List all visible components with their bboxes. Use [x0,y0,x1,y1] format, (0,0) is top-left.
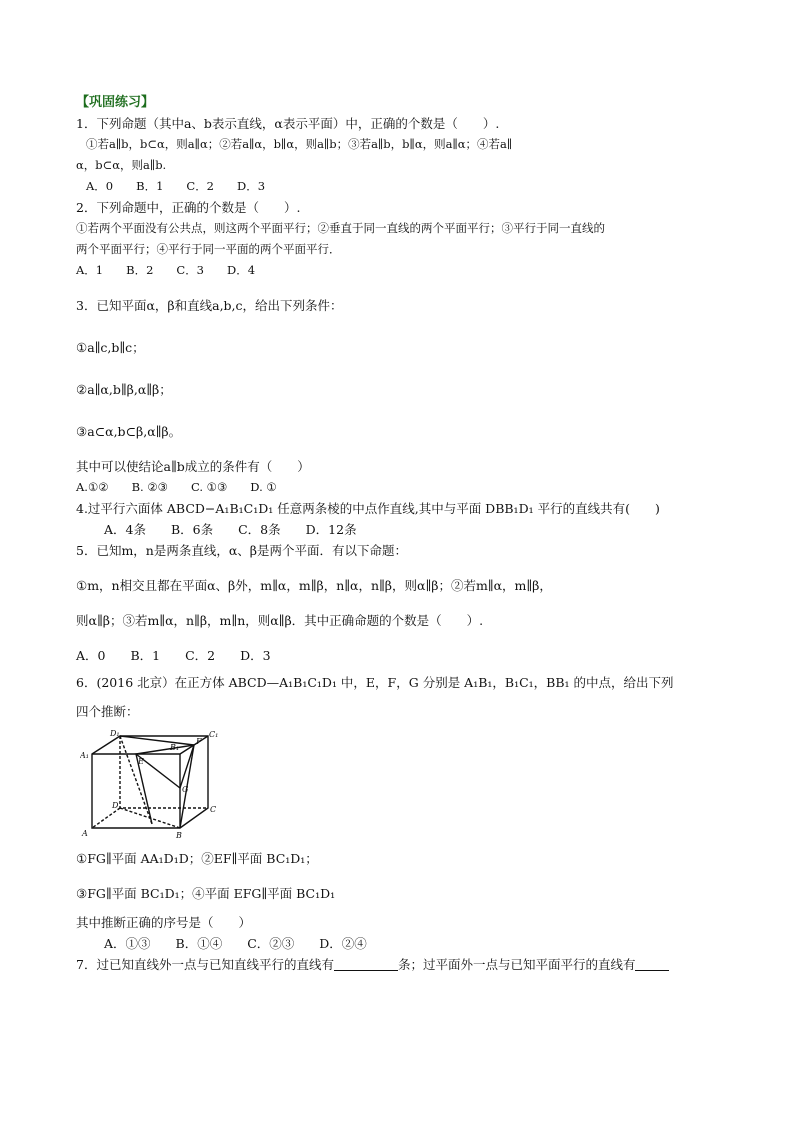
label-f: F [196,737,202,746]
q7-blank-1[interactable] [334,956,398,971]
q2-body-line2: 两个平面平行；④平行于同一平面的两个平面平行． [76,242,341,256]
q6-options: A．①③ B．①④ C．②③ D．②④ [104,936,367,951]
q3-stem: 3．已知平面α，β和直线a,b,c，给出下列条件： [76,298,343,313]
q2-stem: 2．下列命题中，正确的个数是（ ）. [76,200,301,215]
cube-hidden-edges [120,736,208,808]
cube-diagram [80,728,220,840]
label-c1: C₁ [209,730,219,739]
label-a: A [82,829,88,838]
label-c: C [210,805,217,814]
q6-stem: 6．(2016 北京）在正方体 ABCD—A₁B₁C₁D₁ 中，E，F，G 分别是 A₁B₁，B₁C₁，BB₁ 的中点，给出下列 [76,675,674,690]
q4-options: A．4条 B．6条 C．8条 D．12条 [104,522,357,537]
q3-question: 其中可以使结论a∥b成立的条件有（ ） [76,459,310,474]
q2-options: A．1 B．2 C．3 D．4 [76,263,256,277]
q3-condition-3: ③a⊂α,b⊂β,α∥β。 [76,424,182,439]
line-d1-b [120,736,152,824]
line-d-b [120,808,180,828]
q3-condition-1: ①a∥c,b∥c； [76,340,145,355]
q3-condition-2: ②a∥α,b∥β,α∥β； [76,382,172,397]
q6-stem-line2: 四个推断： [76,704,139,719]
triangle-efg [136,745,194,788]
cube-figure [80,728,726,844]
worksheet [76,92,726,975]
cube-hidden-edge-bottom [92,808,120,828]
label-a1: A₁ [80,751,89,760]
label-b1: B₁ [170,743,180,752]
q5-stem: 5．已知m，n是两条直线，α、β是两个平面．有以下命题： [76,543,408,558]
q1-body-line1: ①若a∥b，b⊂α，则a∥α；②若a∥α，b∥α，则a∥b；③若a∥b，b∥α，则a∥α；④若a∥ [86,137,513,151]
section-heading: 【巩固练习】 [76,95,155,110]
label-d: D [112,801,119,810]
q1-body-line2: α，b⊂α，则a∥b. [76,158,167,172]
label-b: B [176,831,182,840]
q1-options: A．0 B．1 C．2 D．3 [86,179,266,193]
line-d1-f [120,736,194,745]
q2-body-line1: ①若两个平面没有公共点，则这两个平面平行；②垂直于同一直线的两个平面平行；③平行于同一直线的 [76,221,605,235]
q3-options: A.①② B. ②③ C. ①③ D. ① [76,480,277,494]
q7-blank-2[interactable] [635,956,669,971]
q7-part2: 条；过平面外一点与已知平面平行的直线有 [397,957,636,972]
q5-body-line2: 则α∥β；③若m∥α，n∥β，m∥n，则α∥β．其中正确命题的个数是（ ）. [76,613,484,628]
q1-stem: 1．下列命题（其中a、b表示直线，α表示平面）中，正确的个数是（ ）. [76,116,500,131]
q4-stem: 4.过平行六面体 ABCD−A₁B₁C₁D₁ 任意两条棱的中点作直线,其中与平面 DBB₁D₁ 平行的直线共有( ) [76,501,660,516]
label-d1: D₁ [110,729,120,738]
q6-claim-1: ①FG∥平面 AA₁D₁D；②EF∥平面 BC₁D₁； [76,851,318,866]
label-e: E [138,757,144,766]
q7-line [76,954,726,975]
q6-question: 其中推断正确的序号是（ ） [76,915,252,930]
label-g: G [182,785,189,794]
q6-claim-2: ③FG∥平面 BC₁D₁；④平面 EFG∥平面 BC₁D₁ [76,886,336,901]
q5-body-line1: ①m，n相交且都在平面α、β外，m∥α，m∥β，n∥α，n∥β，则α∥β；②若m∥α，m∥β， [76,578,552,593]
q7-part1: 7．过已知直线外一点与已知直线平行的直线有 [76,957,334,972]
q5-options: A．0 B．1 C．2 D．3 [76,648,271,663]
